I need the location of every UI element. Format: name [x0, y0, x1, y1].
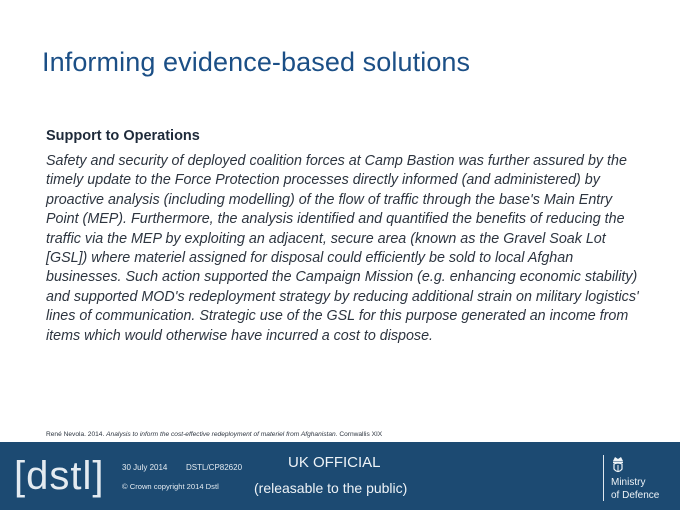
footer-document-reference: DSTL/CP82620 [186, 463, 243, 472]
mod-wordmark-line2: of Defence [611, 490, 660, 501]
body-paragraph: Safety and security of deployed coalition forces at Camp Bastion was further assured by the timely update to the Force Protection processes directly informed (and administered) by proactive analysis (including modelling) of the flow of traffic through the base's Main Entry Point (MEP). Furthermore, the analysis identified and quantified the benefits of reducing the traffic via the MEP by exploiting an adjacent, secure area (known as the Gravel Soak Lot [GSL]) where materiel assigned for disposal could efficiently be sold to local Afghan businesses. Such action supported the Campaign Mission (e.g. enhancing economic stability) and supported MOD's redeployment strategy by reducing additional strain on military logistics' lines of communication. Strategic use of the GSL for this purpose generated an income from items which would otherwise have incurred a cost to dispose. [46, 153, 639, 344]
slide-title: Informing evidence-based solutions [42, 47, 471, 77]
dstl-logo: [dstl] [14, 454, 105, 498]
footer-date: 30 July 2014 [122, 463, 168, 472]
royal-crest-icon [610, 455, 626, 475]
section-subheading: Support to Operations [46, 128, 200, 144]
reference-author-year: René Nevola. 2014. [46, 431, 107, 438]
reference-citation [46, 431, 382, 438]
release-note: (releasable to the public) [254, 480, 408, 496]
footer-bar [0, 442, 680, 510]
classification-label: UK OFFICIAL [288, 454, 381, 471]
reference-title: Analysis to inform the cost-effective redeployment of materiel from Afghanistan. [106, 431, 338, 438]
mod-divider [603, 455, 604, 501]
footer-copyright: © Crown copyright 2014 Dstl [122, 482, 219, 491]
reference-event: Cornwallis XIX [337, 431, 383, 438]
mod-wordmark-line1: Ministry [611, 477, 646, 488]
